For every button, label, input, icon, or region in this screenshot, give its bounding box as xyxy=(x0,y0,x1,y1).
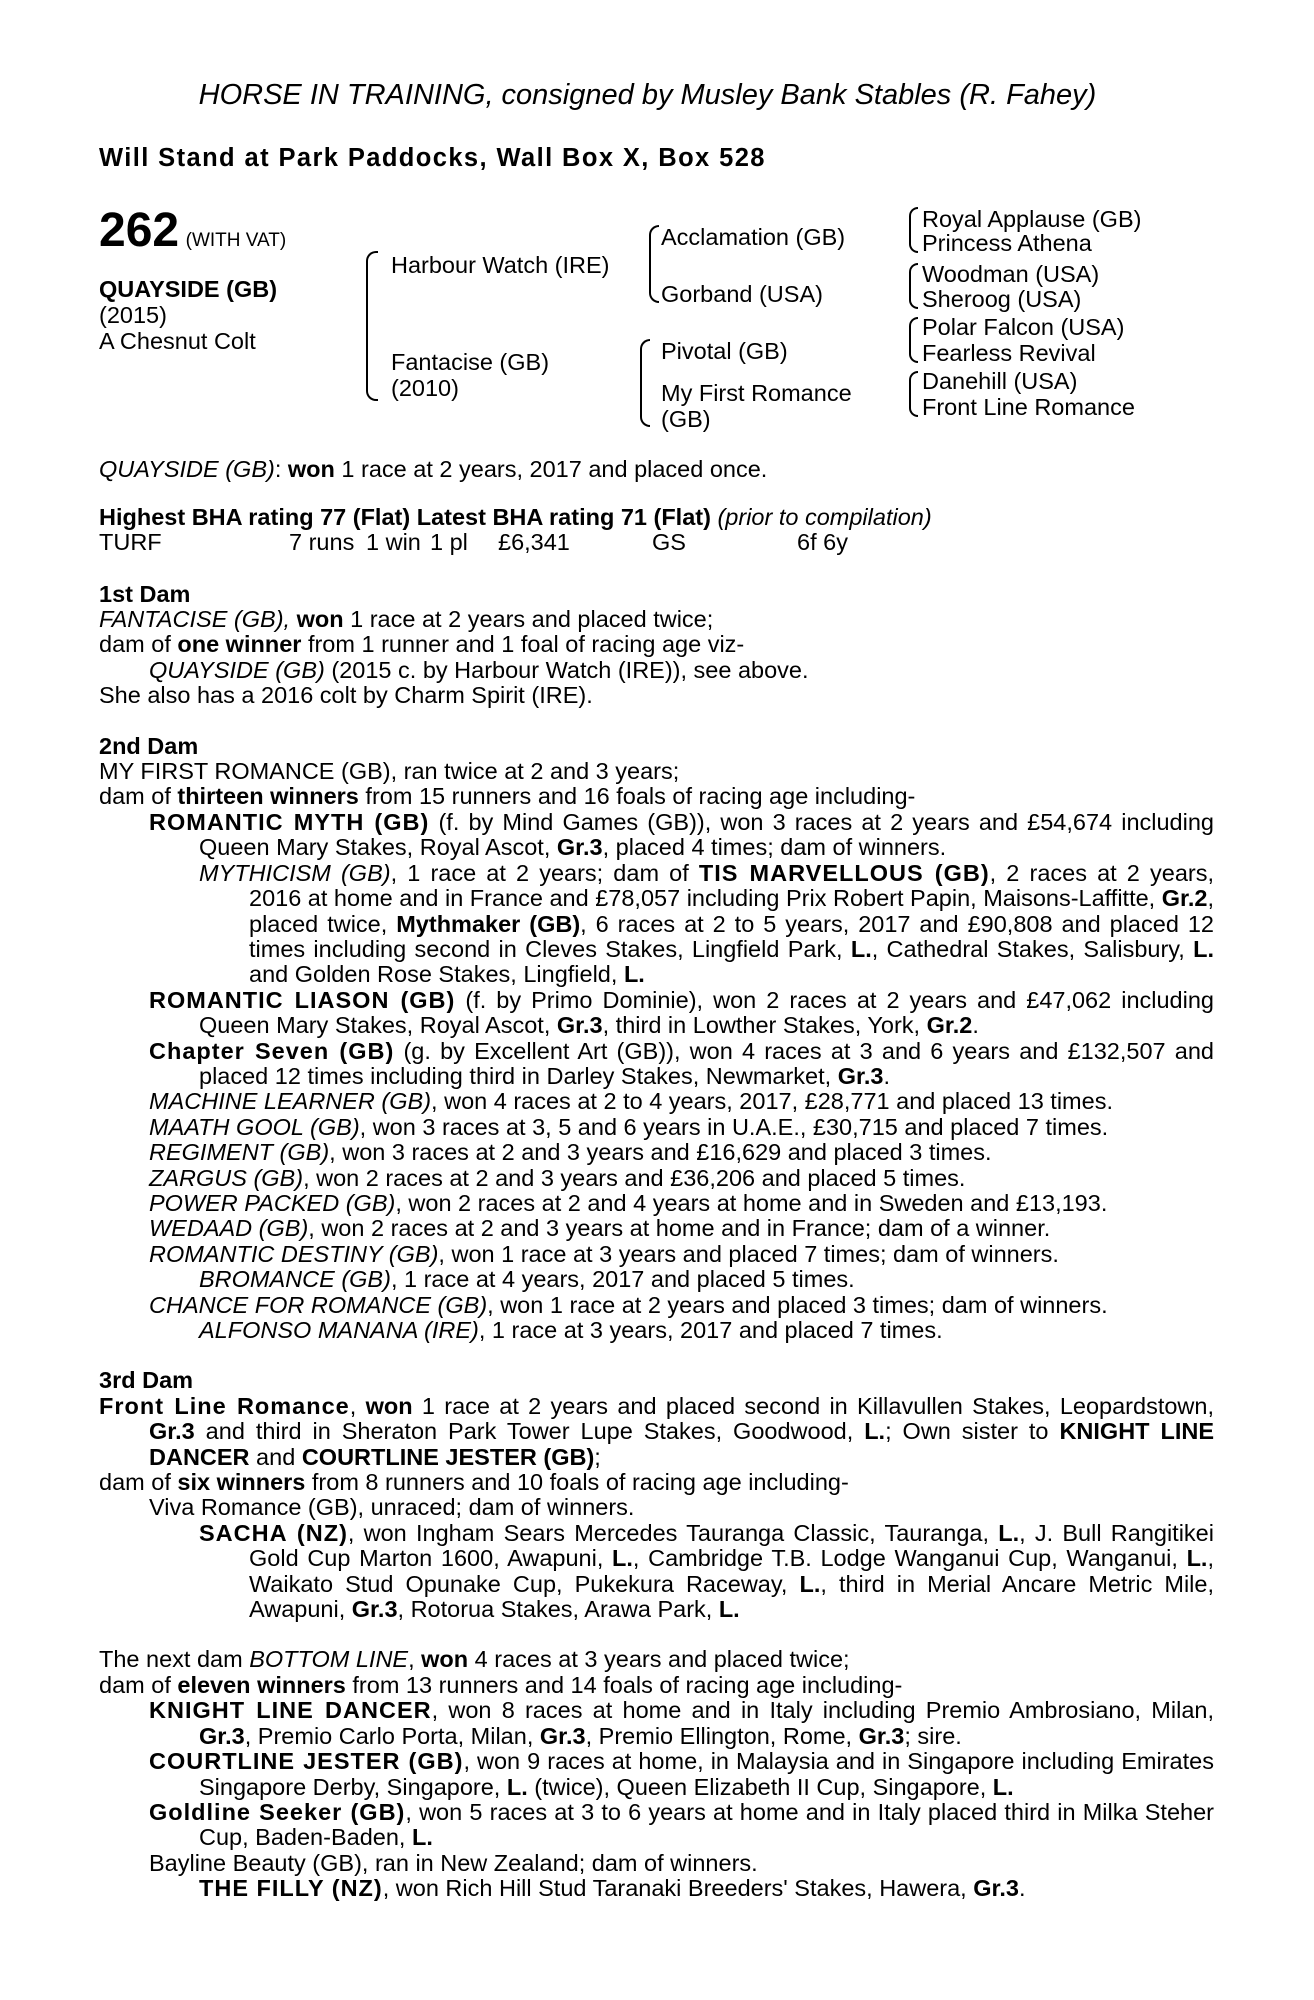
ggsire-2: Woodman (USA) xyxy=(922,261,1100,288)
ggdam-4: Front Line Romance xyxy=(922,394,1135,421)
second-dam-section: 2nd Dam MY FIRST ROMANCE (GB), ran twice at 2 and 3 years; dam of thirteen winners from 15 runners and 16 foals of racing age including- ROMANTIC MYTH (GB) (f. by Mind Games (GB)), won 3 races at 2 years and £54,674 including Queen Mary Stakes, Royal Ascot, Gr.3, placed 4 times; dam of winners. MYTHICISM (GB), 1 race at 2 years; dam of TIS MARVELLOUS (GB), 2 races at 2 years, 2016 at home and in France and £78,057 including Prix Robert Papin, Maisons-Laffitte, Gr.2, placed twice, Mythmaker (GB), 6 races at 2 to 5 years, 2017 and £90,808 and placed 12 times including second in Cleves Stakes, Lingfield Park, L., Cathedral Stakes, Salisbury, L. and Golden Rose Stakes, Lingfield, L. ROMANTIC LIASON (GB) (f. by Primo Dominie), won 2 races at 2 years and £47,062 including Queen Mary Stakes, Royal Ascot, Gr.3, third in Lowther Stakes, York, Gr.2. Chapter Seven (GB) (g. by Excellent Art (GB)), won 4 races at 3 and 6 years and £132,507 and placed 12 times including third in Darley Stakes, Newmarket, Gr.3. MACHINE LEARNER (GB), won 4 races at 2 to 4 years, 2017, £28,771 and placed 13 times. MAATH GOOL (GB), won 3 races at 3, 5 and 6 years in U.A.E., £30,715 and placed 7 times. REGIMENT (GB), won 3 races at 2 and 3 years and £16,629 and placed 3 times. ZARGUS (GB), won 2 races at 2 and 3 years and £36,206 and placed 5 times. POWER PACKED (GB), won 2 races at 2 and 4 years at home and in Sweden and £13,193. WEDAAD (GB), won 2 races at 2 and 3 years at home and in France; dam of a winner. ROMANTIC DESTINY (GB), won 1 race at 3 years and placed 7 times; dam of winners. BROMANCE (GB), 1 race at 4 years, 2017 and placed 5 times. CHANCE FOR ROMANCE (GB), won 1 race at 2 years and placed 3 times; dam of winners. ALFONSO MANANA (IRE), 1 race at 3 years, 2017 and placed 7 times. xyxy=(99,732,1214,1343)
progeny-entry: Viva Romance (GB), unraced; dam of winners. xyxy=(149,1494,635,1521)
progeny-entry: WEDAAD (GB), won 2 races at 2 and 3 years at home and in France; dam of a winner. xyxy=(149,1215,1051,1242)
page-header: HORSE IN TRAINING, consigned by Musley Bank Stables (R. Fahey) xyxy=(198,79,1097,111)
progeny-entry: ZARGUS (GB), won 2 races at 2 and 3 years and £36,206 and placed 5 times. xyxy=(149,1164,966,1191)
race-summary: QUAYSIDE (GB): won 1 race at 2 years, 2017 and placed once. xyxy=(99,456,768,483)
lot-number-line xyxy=(99,204,287,258)
progeny-entry: MACHINE LEARNER (GB), won 4 races at 2 to 4 years, 2017, £28,771 and placed 13 times. xyxy=(149,1088,1113,1115)
ggsire-4: Danehill (USA) xyxy=(922,368,1078,395)
section-heading: 1st Dam xyxy=(99,580,191,607)
progeny-entry: REGIMENT (GB), won 3 races at 2 and 3 years and £16,629 and placed 3 times. xyxy=(149,1139,992,1166)
progeny-entry: Chapter Seven (GB) (g. by Excellent Art (GB)), won 4 races at 3 and 6 years and £132,507 and placed 12 times including third in Darley Stakes, Newmarket, Gr.3. xyxy=(149,1037,1214,1089)
section-heading: 2nd Dam xyxy=(99,732,199,759)
dam-dam-country: (GB) xyxy=(661,406,711,433)
ggsire-1: Royal Applause (GB) xyxy=(922,206,1142,233)
g3-brace-3 xyxy=(909,317,918,363)
progeny-entry: MYTHICISM (GB), 1 race at 2 years; dam of TIS MARVELLOUS (GB), 2 races at 2 years, 2016 at home and in France and £78,057 including Prix Robert Papin, Maisons-Laffitte, Gr.2, placed twice, Mythmaker (GB), 6 races at 2 to 5 years, 2017 and £90,808 and placed 12 times including second in Cleves Stakes, Lingfield Park, L., Cathedral Stakes, Salisbury, L. and Golden Rose Stakes, Lingfield, L. xyxy=(199,859,1214,988)
g3-brace-2 xyxy=(909,263,918,309)
progeny-entry: COURTLINE JESTER (GB), won 9 races at home, in Malaysia and in Singapore including Emirates Singapore Derby, Singapore, L. (twice), Queen Elizabeth II Cup, Singapore, L. xyxy=(149,1748,1214,1800)
horse-name: QUAYSIDE (GB) xyxy=(99,276,278,303)
pedigree-brace xyxy=(366,251,378,401)
progeny-entry: ROMANTIC MYTH (GB) (f. by Mind Games (GB)), won 3 races at 2 years and £54,674 including Queen Mary Stakes, Royal Ascot, Gr.3, placed 4 times; dam of winners. xyxy=(149,808,1214,861)
first-dam-section: 1st Dam FANTACISE (GB), won 1 race at 2 years and placed twice; dam of one winner from 1 runner and 1 foal of racing age viz- QUAYSIDE (GB) (2015 c. by Harbour Watch (IRE)), see above. She also has a 2016 colt by Charm Spirit (IRE). xyxy=(99,582,1214,709)
dam-dam: My First Romance xyxy=(661,380,852,407)
progeny-entry: KNIGHT LINE DANCER, won 8 races at home and in Italy including Premio Ambrosiano, Milan, Gr.3, Premio Carlo Porta, Milan, Gr.3, Premio Ellington, Rome, Gr.3; sire. xyxy=(149,1697,1214,1749)
progeny-entry: ROMANTIC LIASON (GB) (f. by Primo Dominie), won 2 races at 2 years and £47,062 including Queen Mary Stakes, Royal Ascot, Gr.3, third in Lowther Stakes, York, Gr.2. xyxy=(149,986,1214,1039)
sire: Harbour Watch (IRE) xyxy=(391,252,610,279)
g3-brace-4 xyxy=(909,371,918,417)
catalogue-page xyxy=(99,78,1214,1902)
progeny-entry: MAATH GOOL (GB), won 3 races at 3, 5 and 6 years in U.A.E., £30,715 and placed 7 times. xyxy=(149,1113,1109,1140)
progeny-entry: ROMANTIC DESTINY (GB), won 1 race at 3 years and placed 7 times; dam of winners. xyxy=(149,1240,1059,1267)
progeny-entry: CHANCE FOR ROMANCE (GB), won 1 race at 2 years and placed 3 times; dam of winners. xyxy=(149,1291,1108,1318)
section-heading: 3rd Dam xyxy=(99,1367,194,1394)
turf-record: TURF 7 runs 1 win 1 pl £6,341 GS 6f 6y xyxy=(99,529,848,556)
dam: Fantacise (GB) xyxy=(391,349,550,376)
next-dam-section: The next dam BOTTOM LINE, won 4 races at 3 years and placed twice; dam of eleven winners from 13 runners and 14 foals of racing age including- KNIGHT LINE DANCER, won 8 races at home and in Italy including Premio Ambrosiano, Milan, Gr.3, Premio Carlo Porta, Milan, Gr.3, Premio Ellington, Rome, Gr.3; sire. COURTLINE JESTER (GB), won 9 races at home, in Malaysia and in Singapore including Emirates Singapore Derby, Singapore, L. (twice), Queen Elizabeth II Cup, Singapore, L. Goldline Seeker (GB), won 5 races at 3 to 6 years at home and in Italy placed third in Milka Steher Cup, Baden-Baden, L. Bayline Beauty (GB), ran in New Zealand; dam of winners. THE FILLY (NZ), won Rich Hill Stud Taranaki Breeders' Stakes, Hawera, Gr.3. xyxy=(99,1646,1214,1902)
progeny-entry: THE FILLY (NZ), won Rich Hill Stud Taranaki Breeders' Stakes, Hawera, Gr.3. xyxy=(199,1875,1026,1902)
progeny-entry: Goldline Seeker (GB), won 5 races at 3 to 6 years at home and in Italy placed third in Milka Steher Cup, Baden-Baden, L. xyxy=(149,1798,1214,1851)
progeny-entry: Front Line Romance, won 1 race at 2 years and placed second in Killavullen Stakes, Leopardstown, Gr.3 and third in Sheraton Park Tower Lupe Stakes, Goodwood, L.; Own sister to KNIGHT LINE DANCER and COURTLINE JESTER (GB); xyxy=(99,1392,1215,1470)
progeny-entry: BROMANCE (GB), 1 race at 4 years, 2017 and placed 5 times. xyxy=(199,1266,855,1293)
dam-year: (2010) xyxy=(391,375,459,402)
pedigree-table xyxy=(99,204,1214,447)
bha-rating: Highest BHA rating 77 (Flat) Latest BHA rating 71 (Flat) (prior to compilation) xyxy=(99,503,932,530)
ggdam-2: Sheroog (USA) xyxy=(922,286,1082,313)
progeny-entry: Bayline Beauty (GB), ran in New Zealand; dam of winners. xyxy=(149,1849,758,1876)
sire-sire: Acclamation (GB) xyxy=(661,224,846,251)
lot-number: 262 xyxy=(99,204,180,258)
progeny-entry: POWER PACKED (GB), won 2 races at 2 and 4 years at home and in Sweden and £13,193. xyxy=(149,1189,1108,1216)
horse-year: (2015) xyxy=(99,302,167,329)
ggsire-3: Polar Falcon (USA) xyxy=(922,314,1125,341)
vat-note: (WITH VAT) xyxy=(185,230,287,252)
dam-sire: Pivotal (GB) xyxy=(661,338,788,365)
dam-brace xyxy=(640,339,650,427)
progeny-entry: SACHA (NZ), won Ingham Sears Mercedes Tauranga Classic, Tauranga, L., J. Bull Rangitikei Gold Cup Marton 1600, Awapuni, L., Cambridge T.B. Lodge Wanganui Cup, Wanganui, L., Waikato Stud Opunake Cup, Pukekura Raceway, L., third in Merial Ancare Metric Mile, Awapuni, Gr.3, Rotorua Stakes, Arawa Park, L. xyxy=(199,1519,1214,1623)
ggdam-1: Princess Athena xyxy=(922,230,1092,257)
sire-dam: Gorband (USA) xyxy=(661,281,823,308)
g3-brace-1 xyxy=(909,207,918,253)
stand-location: Will Stand at Park Paddocks, Wall Box X, Box 528 xyxy=(99,144,766,172)
sire-brace xyxy=(649,225,659,303)
ggdam-3: Fearless Revival xyxy=(922,340,1096,367)
third-dam-section: 3rd Dam Front Line Romance, won 1 race at 2 years and placed second in Killavullen Stakes, Leopardstown, Gr.3 and third in Sheraton Park Tower Lupe Stakes, Goodwood, L.; Own sister to KNIGHT LINE DANCER and COURTLINE JESTER (GB); dam of six winners from 8 runners and 10 foals of racing age including- Viva Romance (GB), unraced; dam of winners. SACHA (NZ), won Ingham Sears Mercedes Tauranga Classic, Tauranga, L., J. Bull Rangitikei Gold Cup Marton 1600, Awapuni, L., Cambridge T.B. Lodge Wanganui Cup, Wanganui, L., Waikato Stud Opunake Cup, Pukekura Raceway, L., third in Merial Ancare Metric Mile, Awapuni, Gr.3, Rotorua Stakes, Arawa Park, L. xyxy=(99,1367,1215,1623)
horse-description: A Chesnut Colt xyxy=(99,328,256,355)
progeny-entry: ALFONSO MANANA (IRE), 1 race at 3 years, 2017 and placed 7 times. xyxy=(199,1317,943,1343)
